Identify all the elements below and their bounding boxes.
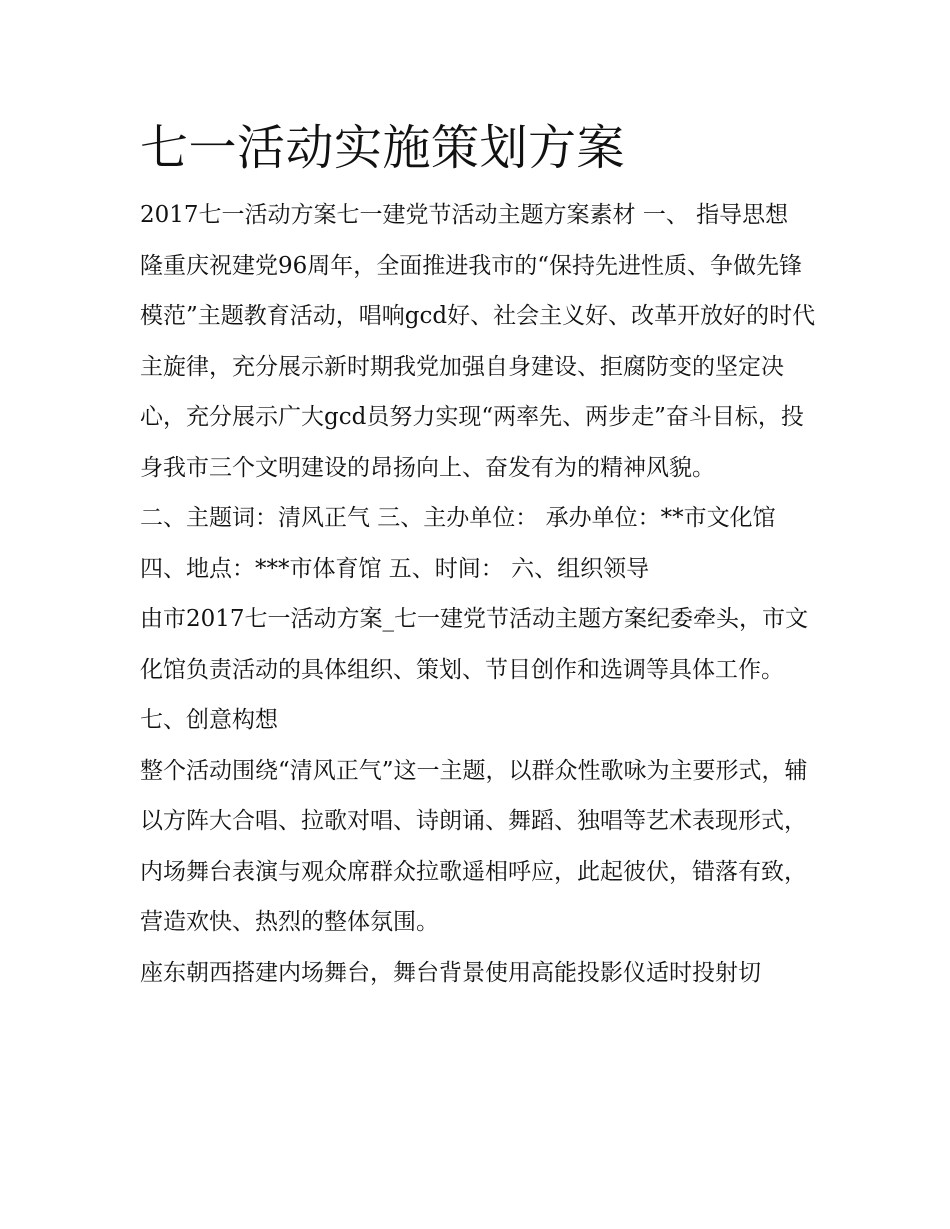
paragraph-stage-setup: 座东朝西搭建内场舞台，舞台背景使用高能投影仪适时投射切 bbox=[140, 959, 761, 986]
document-title: 七一活动实施策划方案 bbox=[140, 120, 626, 176]
paragraph-celebration: 隆重庆祝建党96周年，全面推进我市的“保持先进性质、争做先锋模范”主题教育活动，唱响gcd好、社会主义好、改革开放好的时代主旋律，充分展示新时期我党加强自身建设、拒腐防变的坚定决心，充分展示广大gcd员努力实现“两率先、两步走”奋斗目标，投身我市三个文明建设的昂扬向上、奋发有为的精神风貌。 bbox=[140, 252, 816, 481]
paragraph-creative-concept: 整个活动围绕“清风正气”这一主题，以群众性歌咏为主要形式，辅以方阵大合唱、拉歌对唱、诗朗诵、舞蹈、独唱等艺术表现形式，内场舞台表演与观众席群众拉歌遥相呼应，此起彼伏，错落有致，营造欢快、热烈的整体氛围。 bbox=[140, 757, 808, 935]
paragraph-theme-organizers: 二、主题词：清风正气 三、主办单位： 承办单位：**市文化馆 四、地点：***市体育馆 五、时间： 六、组织领导 bbox=[140, 505, 776, 582]
paragraph-leadership: 由市2017七一活动方案_七一建党节活动主题方案纪委牵头，市文化馆负责活动的具体组织、策划、节目创作和选调等具体工作。 七、创意构想 bbox=[140, 606, 809, 733]
paragraph-guiding-idea: 2017七一活动方案七一建党节活动主题方案素材 一、 指导思想 bbox=[140, 202, 789, 228]
document-page bbox=[140, 112, 820, 998]
